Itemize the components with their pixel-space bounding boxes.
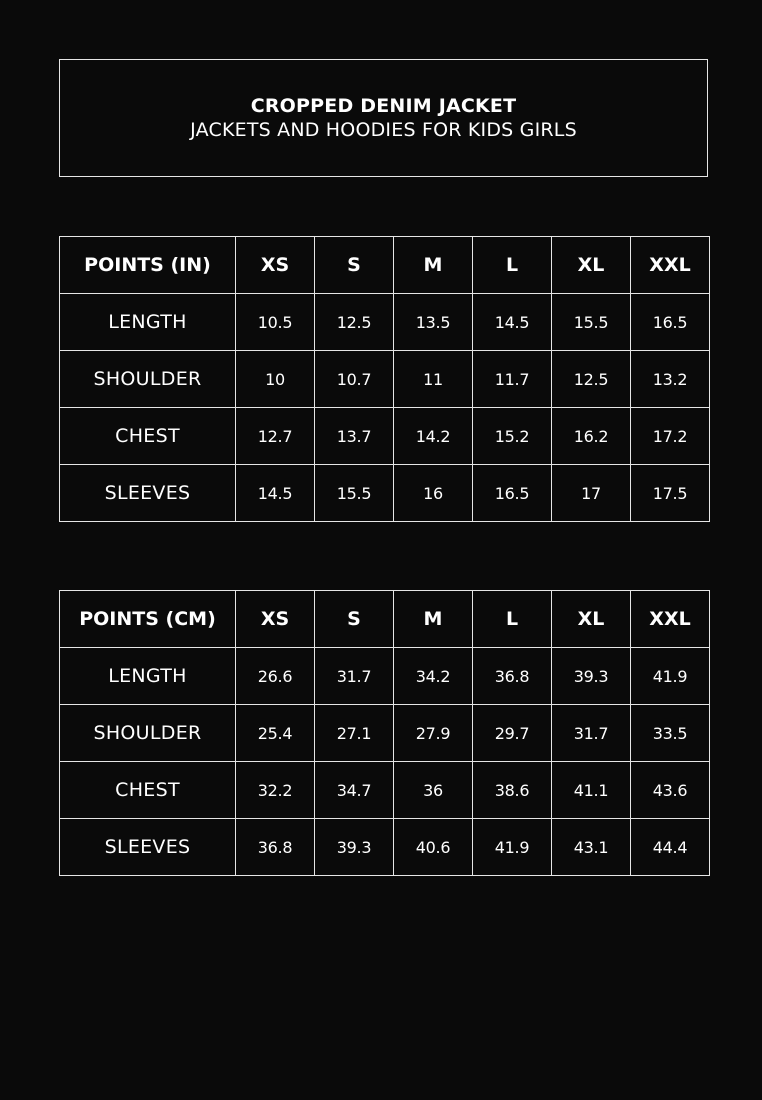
measurement-cell: 16.5 xyxy=(473,465,552,522)
measurement-cell: 11.7 xyxy=(473,351,552,408)
size-header: L xyxy=(473,237,552,294)
measurement-cell: 17 xyxy=(552,465,631,522)
measurement-cell: 10.7 xyxy=(315,351,394,408)
measurement-cell: 10 xyxy=(236,351,315,408)
product-category: JACKETS AND HOODIES FOR KIDS GIRLS xyxy=(190,118,577,141)
size-table-centimeters xyxy=(59,590,710,876)
table-row xyxy=(60,351,710,408)
measurement-cell: 12.5 xyxy=(552,351,631,408)
measurement-cell: 27.9 xyxy=(394,705,473,762)
size-header: XXL xyxy=(631,591,710,648)
size-header: L xyxy=(473,591,552,648)
size-header: XXL xyxy=(631,237,710,294)
measurement-cell: 31.7 xyxy=(552,705,631,762)
row-label: SHOULDER xyxy=(60,705,236,762)
size-header: XS xyxy=(236,591,315,648)
measurement-cell: 39.3 xyxy=(552,648,631,705)
measurement-cell: 13.2 xyxy=(631,351,710,408)
table-row xyxy=(60,762,710,819)
corner-header: POINTS (IN) xyxy=(60,237,236,294)
measurement-cell: 15.2 xyxy=(473,408,552,465)
measurement-cell: 34.2 xyxy=(394,648,473,705)
size-header: XL xyxy=(552,591,631,648)
measurement-cell: 17.2 xyxy=(631,408,710,465)
measurement-cell: 32.2 xyxy=(236,762,315,819)
measurement-cell: 14.5 xyxy=(473,294,552,351)
corner-header: POINTS (CM) xyxy=(60,591,236,648)
measurement-cell: 16.5 xyxy=(631,294,710,351)
measurement-cell: 10.5 xyxy=(236,294,315,351)
measurement-cell: 39.3 xyxy=(315,819,394,876)
measurement-cell: 36.8 xyxy=(473,648,552,705)
measurement-cell: 17.5 xyxy=(631,465,710,522)
measurement-cell: 38.6 xyxy=(473,762,552,819)
measurement-cell: 12.5 xyxy=(315,294,394,351)
measurement-cell: 41.1 xyxy=(552,762,631,819)
measurement-cell: 31.7 xyxy=(315,648,394,705)
measurement-cell: 15.5 xyxy=(552,294,631,351)
measurement-cell: 41.9 xyxy=(631,648,710,705)
table-row xyxy=(60,294,710,351)
measurement-cell: 43.6 xyxy=(631,762,710,819)
table-header-row xyxy=(60,237,710,294)
measurement-cell: 26.6 xyxy=(236,648,315,705)
table-row xyxy=(60,705,710,762)
measurement-cell: 43.1 xyxy=(552,819,631,876)
row-label: SHOULDER xyxy=(60,351,236,408)
measurement-cell: 25.4 xyxy=(236,705,315,762)
measurement-cell: 13.5 xyxy=(394,294,473,351)
measurement-cell: 13.7 xyxy=(315,408,394,465)
size-header: S xyxy=(315,591,394,648)
measurement-cell: 41.9 xyxy=(473,819,552,876)
size-header: XS xyxy=(236,237,315,294)
measurement-cell: 27.1 xyxy=(315,705,394,762)
measurement-cell: 34.7 xyxy=(315,762,394,819)
title-box xyxy=(59,59,708,177)
size-header: M xyxy=(394,591,473,648)
product-title: CROPPED DENIM JACKET xyxy=(250,94,517,117)
table-row xyxy=(60,408,710,465)
measurement-cell: 16.2 xyxy=(552,408,631,465)
size-table-inches xyxy=(59,236,710,522)
measurement-cell: 14.2 xyxy=(394,408,473,465)
measurement-cell: 11 xyxy=(394,351,473,408)
measurement-cell: 33.5 xyxy=(631,705,710,762)
row-label: SLEEVES xyxy=(60,819,236,876)
measurement-cell: 40.6 xyxy=(394,819,473,876)
measurement-cell: 44.4 xyxy=(631,819,710,876)
table-row xyxy=(60,648,710,705)
size-header: XL xyxy=(552,237,631,294)
row-label: CHEST xyxy=(60,762,236,819)
table-header-row xyxy=(60,591,710,648)
measurement-cell: 12.7 xyxy=(236,408,315,465)
measurement-cell: 36 xyxy=(394,762,473,819)
row-label: LENGTH xyxy=(60,294,236,351)
size-header: S xyxy=(315,237,394,294)
row-label: LENGTH xyxy=(60,648,236,705)
table-row xyxy=(60,465,710,522)
measurement-cell: 14.5 xyxy=(236,465,315,522)
size-header: M xyxy=(394,237,473,294)
row-label: CHEST xyxy=(60,408,236,465)
measurement-cell: 15.5 xyxy=(315,465,394,522)
measurement-cell: 16 xyxy=(394,465,473,522)
measurement-cell: 36.8 xyxy=(236,819,315,876)
table-row xyxy=(60,819,710,876)
measurement-cell: 29.7 xyxy=(473,705,552,762)
row-label: SLEEVES xyxy=(60,465,236,522)
